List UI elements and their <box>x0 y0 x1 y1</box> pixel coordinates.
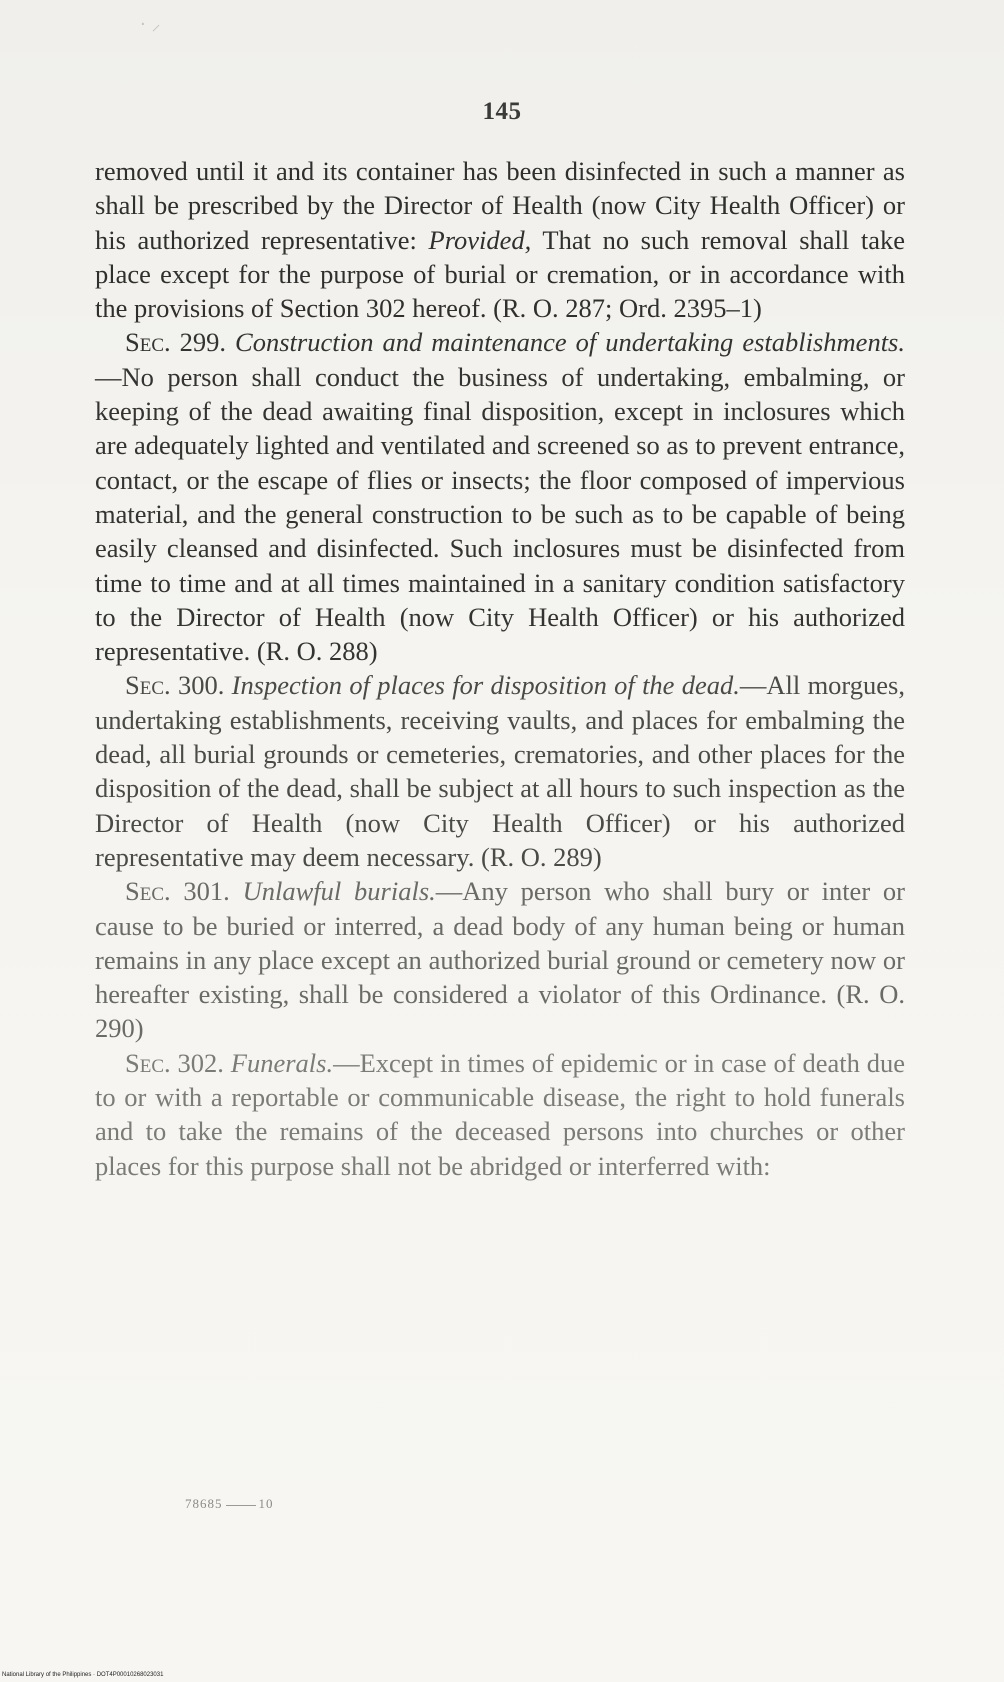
scan-smudge: · ⸝ <box>140 14 161 35</box>
library-stamp: National Library of the Philippines · DOT4P00010268023031 <box>2 1672 164 1678</box>
section-text: —Except in times of epidemic or in case of death due to or with a reportable or communicable disease, the right to hold funerals and to take the remains of the deceased persons into churches or other places for this purpose shall not be abridged or interferred with: <box>95 1047 906 1181</box>
proviso-label: Provided, <box>428 224 532 255</box>
body-text <box>95 154 905 1183</box>
section-label: Sec. 300. <box>125 670 225 701</box>
print-signature <box>185 1496 274 1512</box>
section-title: Construction and maintenance of undertaking establishments. <box>235 327 905 358</box>
continued-tail: That no such removal shall take place except for the purpose of burial or cremation, or in accordance with the provisions of Section 302 hereof. (R. O. 287; Ord. 2395–1) <box>95 224 906 324</box>
section-label: Sec. 302. <box>125 1047 224 1078</box>
section-300 <box>95 668 905 874</box>
section-text: —All morgues, undertaking establishments, receiving vaults, and places for embalming the dead, all burial grounds or cemeteries, crematories, and other places for the disposition of the dead, shall be subject at all hours to such inspection as the Director of Health (now City Health Officer) or his authorized representative may deem necessary. (R. O. 289) <box>95 670 905 872</box>
section-302 <box>95 1046 905 1183</box>
section-title: Unlawful burials. <box>242 876 436 907</box>
print-code-left: 78685 <box>185 1496 223 1511</box>
section-label: Sec. 299. <box>125 327 227 358</box>
section-301 <box>95 874 905 1045</box>
section-title: Inspection of places for disposition of the dead. <box>231 670 740 701</box>
continued-text: removed until it and its container has been disinfected in such a manner as shall be prescribed by the Director of Health (now City Health Officer) or his authorized representative: <box>95 156 905 255</box>
section-text: —Any person who shall bury or inter or cause to be buried or interred, a dead body of any human being or human remains in any place except an authorized burial ground or cemetery now or hereafter existing, shall be considered a violator of this Ordinance. (R. O. 290) <box>95 876 905 1044</box>
section-label: Sec. 301. <box>125 876 230 907</box>
page-number: 145 <box>482 98 522 125</box>
print-code-right: 10 <box>258 1496 274 1511</box>
section-text: —No person shall conduct the business of undertaking, embalming, or keeping of the dead awaiting final disposition, except in inclosures which are adequately lighted and ventilated and screened so as to prevent entrance, contact, or the escape of flies or insects; the floor composed of impervious material, and the general construction to be such as to be capable of being easily cleansed and disinfected. Such inclosures must be disinfected from time to time and at all times maintained in a sanitary condition satisfactory to the Director of Health (now City Health Officer) or his authorized representative. (R. O. 288) <box>95 361 905 667</box>
section-title: Funerals. <box>230 1047 334 1078</box>
section-299 <box>95 325 905 668</box>
paragraph-continued <box>95 154 905 325</box>
print-code-dash <box>226 1505 256 1506</box>
